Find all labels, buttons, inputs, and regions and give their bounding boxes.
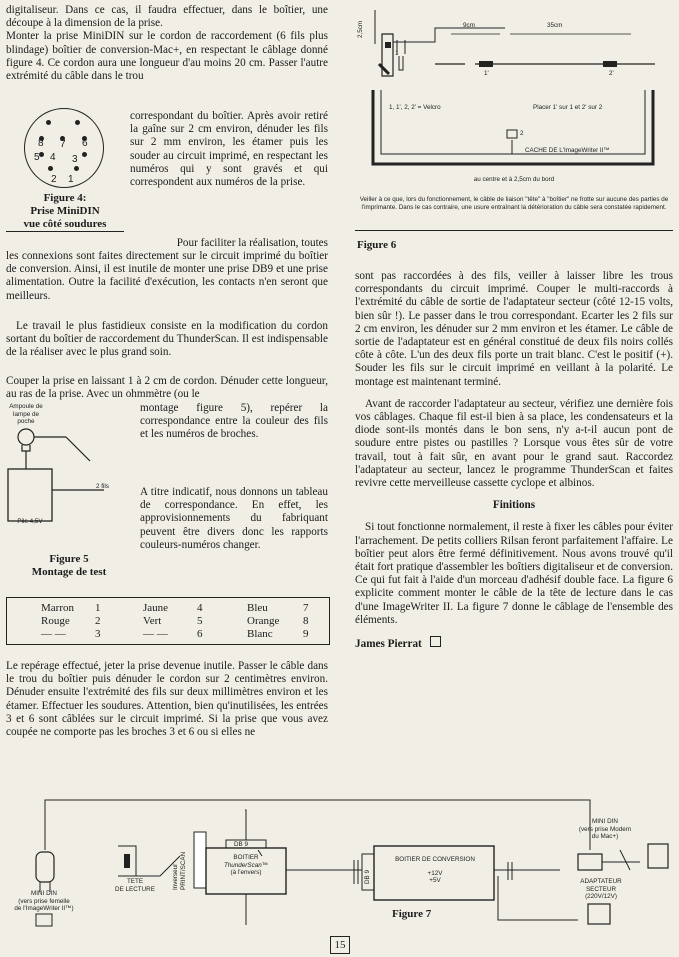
author: James Pierrat (355, 636, 673, 651)
velcro-label: 1, 1', 2, 2' = Velcro (389, 104, 441, 111)
wiring-diagram (0, 790, 679, 930)
marker-label: 2' (609, 70, 614, 77)
paragraph: sont pas raccordées à des fils, veiller à laisser libre les trous correspondants du circuit imprimé. Couper le multi-raccords à l'extrémité du câble de sortie de l'adaptateur secteur (côté 12-15 volts, bien sûr !). Le passer dans le trou correspondant. Ecarter les 2 fils sur 2 cm environ, les dénuder sur 2 mm environ et les étamer. Le câble de sortie de l'adaptateur est en général constitué de deux fils noirs collés côte à côte. L'un des deux fils porte un trait blanc. C'est le positif (+). Souder les fils sur le circuit imprimé en veillant à la polarité. Le montage est maintenant terminé. (355, 270, 673, 388)
figure-7-caption: Figure 7 (392, 908, 432, 920)
pin-dot (74, 166, 79, 171)
pin-label: 6 (82, 138, 88, 149)
left-column (6, 4, 328, 83)
printer-mounting-drawing (355, 4, 673, 184)
wires-label: 2 fils (96, 483, 109, 490)
paragraph: Pour faciliter la réalisation, toutes (176, 237, 328, 249)
figure-7 (0, 790, 679, 930)
pin-label: 8 (38, 138, 44, 149)
marker-label: 2 (520, 130, 524, 137)
paragraph: Avant de raccorder l'adaptateur au secteur, vérifiez une dernière fois vos câblages. Chaque fil est-il bien à sa place, les condensateurs et la diode sont-ils montés dans le bon sens, n'y a-t-il aucun pont de soudure entre pistes ou pastilles ? Lorsque vous êtes sûr de votre travail, tout à fait sûr, en avant pour le grand saut. Raccordez l'adaptateur au secteur, lancez le programme ThunderScan et faites revivre cette merveilleuse cassette cyclope et albinos. (355, 397, 673, 490)
pin-dot (46, 120, 51, 125)
figure-4 (6, 108, 124, 243)
cover-label: CACHE DE L'ImageWriter II™ (525, 147, 610, 154)
figure-5-caption: Figure 5 Montage de test (31, 553, 107, 578)
pin-dot (48, 166, 53, 171)
left-minidin-label: MINI DIN (vers prise femelle de l'ImageWriter II™) (14, 890, 74, 912)
paragraph: Monter la prise MiniDIN sur le cordon de raccordement (6 fils plus blindage) boîtier de conversion-Mac+, en respectant le câblage donné figure 4. Ce cordon aura une longueur d'au moins 20 cm. Passer l'autre extrémité du câble dans le trou (6, 30, 328, 83)
color-correspondence-table (6, 597, 330, 645)
figure-6-note: Veiller à ce que, lors du fonctionnement, le câble de liaison "tête" à "boîtier" ne frotte sur aucune des parties de l'imprimante. Dans le cas contraire, une usure entraînant la détérioration du câble sera constatée rapidement. (359, 196, 669, 211)
db9-side-label: DB 9 (364, 870, 371, 884)
pin-label: 5 (34, 152, 40, 163)
figure-4-caption: Figure 4: Prise MiniDIN vue côté soudures (6, 192, 124, 232)
battery-label: Pile 4,5V (17, 518, 43, 525)
thunderscan-box-label: BOITIER ThunderScan™ (à l'envers) (223, 854, 269, 876)
paragraph: Le travail le plus fastidieux consiste en la modification du cordon sortant du boîtier de raccordement du ThunderScan. Il est indispensable de la réaliser avec le plus grand soin. (6, 320, 328, 359)
table-row: Marron 1 Jaune 4 Bleu 7 (41, 601, 309, 614)
db9-top-label: DB 9 (234, 841, 248, 848)
right-minidin-label: MINI DIN (vers prise Modem du Mac+) (578, 818, 632, 840)
dim-label: 35cm (547, 22, 563, 29)
paragraph: les connexions sont faites directement sur le circuit imprimé du boîtier de conversion. Ainsi, il est inutile de monter une prise DB9 et une prise alimentation. Outre la facilité d'exécution, les contacts n'en seront que meilleurs. (6, 250, 328, 302)
right-column (355, 270, 673, 651)
signature-icon (430, 636, 441, 647)
paragraph: digitaliseur. Dans ce cas, il faudra effectuer, dans le boîtier, une découpe à la dimension de la prise. (6, 4, 328, 30)
inverter-label: Inverseur PRINT/SCAN (172, 851, 187, 890)
section-heading: Finitions (492, 499, 536, 512)
figure-6 (355, 4, 673, 249)
page-number: 15 (330, 936, 350, 954)
pin-label: 7 (60, 139, 66, 150)
lamp-label: Ampoule de lampe de poche (9, 403, 43, 425)
dim-label: 2,5cm (357, 20, 364, 38)
paragraph: Si tout fonctionne normalement, il reste à fixer les câbles pour éviter l'arrachement. De petits colliers Rilsan feront parfaitement l'affaire. Le boîtier peut alors être fermé définitivement. Nous avons trouvé qu'il était fort pratique d'assembler les boîtiers digitaliseur et de conversion. Ce qui fut fait à l'aide d'un morceau d'adhésif double face. La figure 6 explicite comment monter le câble de la tête de lecture dans le cas d'une ImageWriter II. La figure 7 donne le câblage de l'ensemble des éléments. (355, 521, 673, 626)
adapter-label: ADAPTATEUR SECTEUR (220V/12V) (580, 878, 622, 900)
paragraph: Couper la prise en laissant 1 à 2 cm de cordon. Dénuder cette longueur, au ras de la prise. Avec un ohmmètre (ou le (6, 375, 328, 401)
marker-label: 1' (484, 70, 489, 77)
test-circuit-drawing (4, 425, 134, 565)
position-label: au centre et à 2,5cm du bord (473, 176, 555, 183)
pin-label: 4 (50, 152, 56, 163)
read-head-label: TETE DE LECTURE (115, 878, 155, 893)
pin-label: 3 (72, 154, 78, 165)
paragraph: A titre indicatif, nous donnons un tableau de correspondance. En effet, les approvisionnements du fabriquant peuvent être divers donc les rapports couleurs-numéros changer. (140, 486, 328, 551)
pin-dot (82, 152, 87, 157)
table-row: — — 3 — — 6 Blanc 9 (41, 627, 309, 640)
dim-label: 9cm (463, 22, 475, 29)
figure-5 (4, 403, 134, 583)
figure-4-wrap-text: correspondant du boîtier. Après avoir retiré la gaîne sur 2 cm environ, dénuder les fils sur 2 mm environ, les étamer puis les souder au circuit imprimé, en respectant les numéros qui y sont gravés et qui correspondent aux numéros de la prise. (130, 110, 328, 189)
paragraph: Le repérage effectué, jeter la prise devenue inutile. Passer le câble dans le trou du boîtier puis dénuder le cordon sur 2 centimètres environ. Dénuder ensuite l'extrémité des fils sur deux millimètres environ et les étamer. Effectuer les soudures. Attention, bien qu'inutilisées, les entrées 3 et 6 sont câblées sur le circuit imprimé. Si la prise que vous avez coupée ne comporte pas les broches 3 et 6 ou si elles ne (6, 660, 328, 739)
pin-dot (75, 120, 80, 125)
divider (355, 230, 673, 231)
figure-6-caption: Figure 6 (357, 239, 397, 251)
placer-label: Placer 1' sur 1 et 2' sur 2 (533, 104, 603, 111)
pin-label: 1 (68, 174, 74, 185)
pin-label: 2 (51, 174, 57, 185)
marker-label: 1 (395, 50, 399, 57)
conversion-box-label: BOITIER DE CONVERSION +12V +5V (395, 856, 475, 884)
table-row: Rouge 2 Vert 5 Orange 8 (41, 614, 309, 627)
figure-5-wrap-text: montage figure 5), repérer la correspondance entre la couleur des fils et les numéros de broches. (140, 402, 328, 441)
